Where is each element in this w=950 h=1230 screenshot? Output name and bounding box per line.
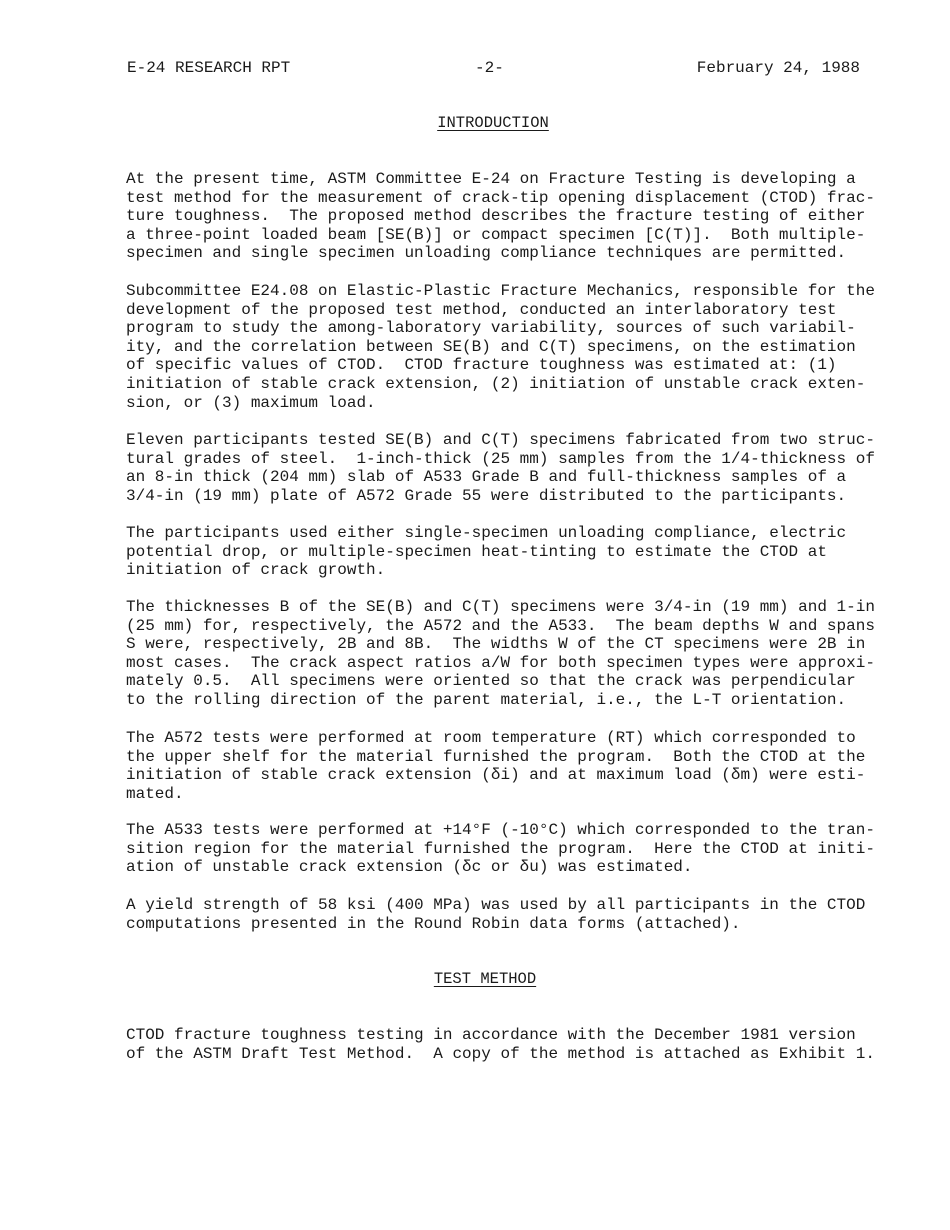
paragraph-thicknesses: The thicknesses B of the SE(B) and C(T) specimens were 3/4-in (19 mm) and 1-in (25 mm) for, respectively, the A572 and the A533. The beam depths W and spans S were, respectively, 2B and 8B. The widths W of the CT specimens were 2B in most cases. The crack aspect ratios a/W for both specimen types were approxi- mately 0.5. All specimens were oriented so that the crack was perpendicular to the rolling direction of the parent material, i.e., the L-T orientation.	[126, 598, 875, 709]
page-header	[127, 57, 860, 79]
paragraph-a572-tests: The A572 tests were performed at room temperature (RT) which corresponded to the upper shelf for the material furnished the program. Both the CTOD at the initiation of stable crack extension (δi) and at maximum load (δm) were esti- mated.	[126, 729, 866, 803]
test-method-heading-text: TEST METHOD	[433, 970, 537, 988]
page-number: -2-	[475, 59, 504, 77]
paragraph-astm-committee: At the present time, ASTM Committee E-24 on Fracture Testing is developing a test method for the measurement of crack-tip opening displacement (CTOD) frac- ture toughness. The proposed method describes the fracture testing of either a three-point loaded beam [SE(B)] or compact specimen [C(T)]. Both multiple- specimen and single specimen unloading compliance techniques are permitted.	[126, 170, 875, 263]
report-date: February 24, 1988	[696, 59, 860, 77]
report-id: E-24 RESEARCH RPT	[127, 59, 291, 77]
introduction-heading-text: INTRODUCTION	[437, 114, 549, 132]
paragraph-participants-specimens: Eleven participants tested SE(B) and C(T) specimens fabricated from two struc- tural grades of steel. 1-inch-thick (25 mm) samples from the 1/4-thickness of an 8-in thick (204 mm) slab of A533 Grade B and full-thickness samples of a 3/4-in (19 mm) plate of A572 Grade 55 were distributed to the participants.	[126, 431, 875, 505]
paragraph-a533-tests: The A533 tests were performed at +14°F (-10°C) which corresponded to the tran- sition region for the material furnished the program. Here the CTOD at initi- ation of unstable crack extension (δc or δu) was estimated.	[126, 821, 875, 877]
paragraph-subcommittee: Subcommittee E24.08 on Elastic-Plastic Fracture Mechanics, responsible for the development of the proposed test method, conducted an interlaboratory test program to study the among-laboratory variability, sources of such variabil- ity, and the correlation between SE(B) and C(T) specimens, on the estimation of specific values of CTOD. CTOD fracture toughness was estimated at: (1) initiation of stable crack extension, (2) initiation of unstable crack exten- sion, or (3) maximum load.	[126, 282, 875, 412]
paragraph-yield-strength: A yield strength of 58 ksi (400 MPa) was used by all participants in the CTOD computations presented in the Round Robin data forms (attached).	[126, 896, 866, 933]
test-method-heading	[0, 969, 950, 989]
introduction-heading	[0, 113, 950, 133]
paragraph-methods-used: The participants used either single-specimen unloading compliance, electric potential drop, or multiple-specimen heat-tinting to estimate the CTOD at initiation of crack growth.	[126, 524, 847, 580]
paragraph-test-method: CTOD fracture toughness testing in accordance with the December 1981 version of the ASTM Draft Test Method. A copy of the method is attached as Exhibit 1.	[126, 1026, 875, 1063]
